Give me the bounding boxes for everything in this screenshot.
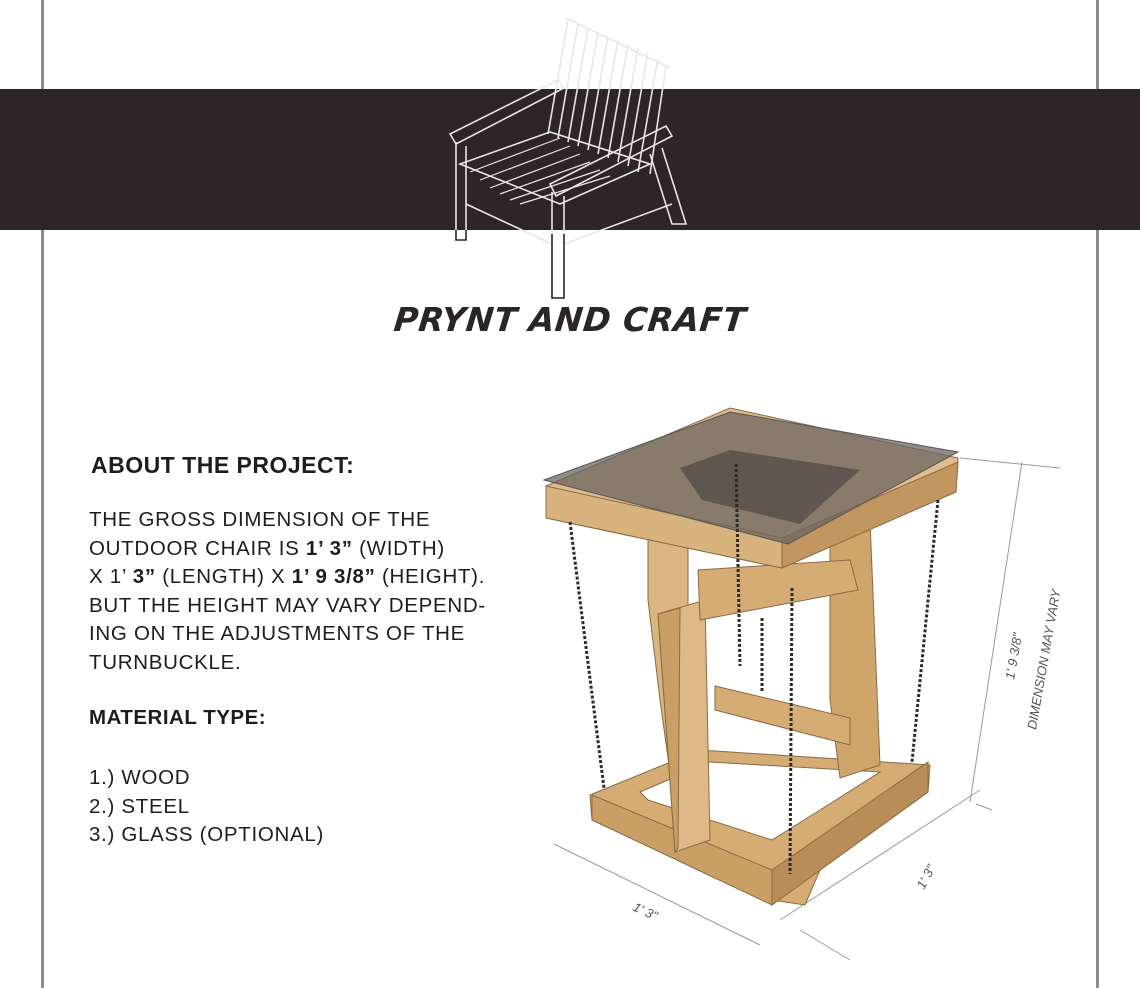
material-item: 1.) WOOD (89, 766, 191, 789)
project-description (89, 506, 549, 678)
side-table-illustration (540, 400, 1080, 980)
brand-logotype: PRYNT AND CRAFT (392, 300, 748, 339)
material-item: 3.) GLASS (OPTIONAL) (89, 823, 324, 846)
description-line: BUT THE HEIGHT MAY VARY DEPEND- (89, 593, 486, 617)
description-line: THE GROSS DIMENSION OF THE (89, 508, 431, 531)
description-line: X 1’ 3” (LENGTH) X 1’ 9 3/8” (HEIGHT). (89, 565, 486, 589)
depth-dimension-label: 1' 3" (913, 862, 939, 892)
width-value: 1’ 3” (305, 536, 353, 560)
material-heading: MATERIAL TYPE: (89, 706, 267, 729)
description-line: ING ON THE ADJUSTMENTS OF THE (89, 622, 466, 646)
material-list (89, 764, 324, 850)
width-dimension-label: 1' 3" (630, 899, 660, 924)
dimension-note-label: DIMENSION MAY VARY (1024, 587, 1064, 731)
length-value: 3” (132, 565, 156, 589)
about-heading: ABOUT THE PROJECT: (91, 452, 355, 478)
height-dimension-label: 1' 9 3/8" (1002, 631, 1026, 681)
description-line: OUTDOOR CHAIR IS 1’ 3” (WIDTH) (89, 536, 445, 560)
material-item: 2.) STEEL (89, 794, 190, 818)
table-base-frame (590, 750, 930, 905)
height-value: 1’ 9 3/8” (291, 565, 376, 589)
description-line: TURNBUCKLE. (89, 650, 242, 674)
chair-logo-icon (440, 14, 700, 304)
